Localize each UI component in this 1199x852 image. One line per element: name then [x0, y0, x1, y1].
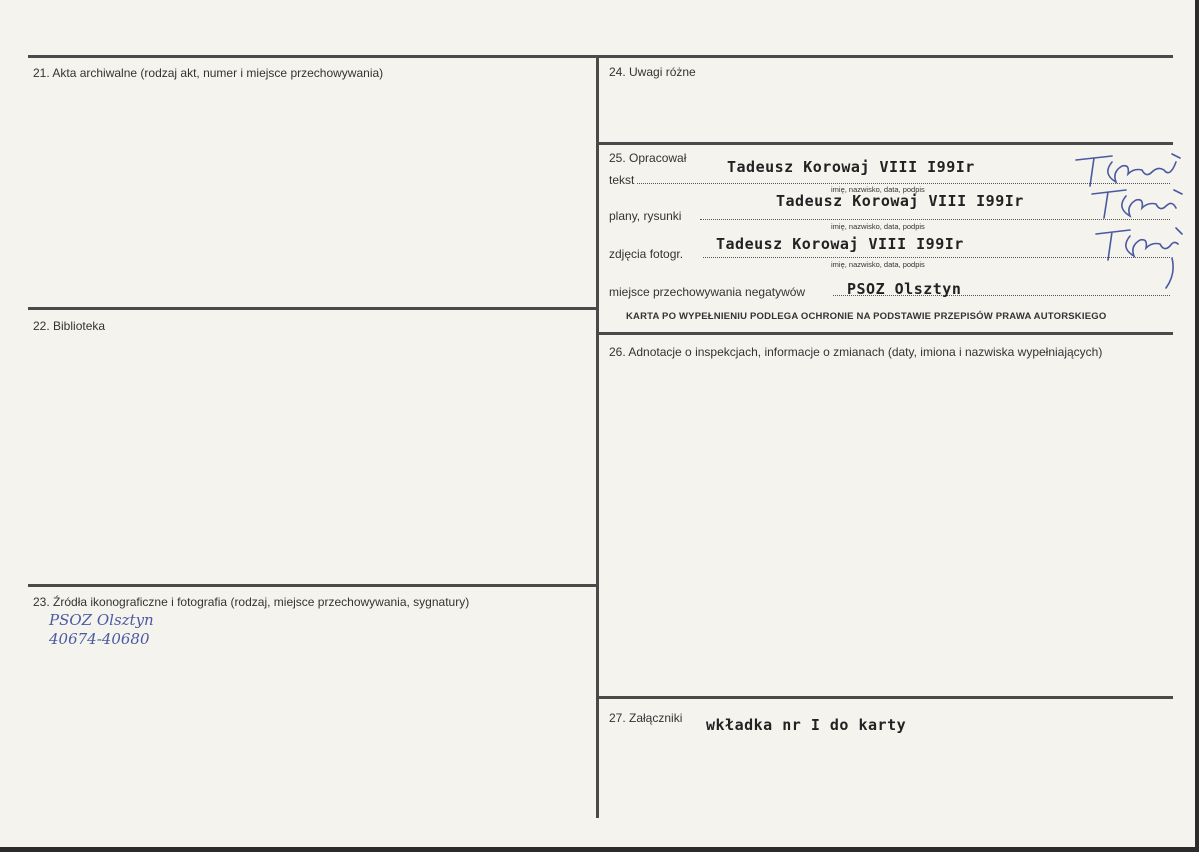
section-25-label: 25. Opracował — [609, 151, 687, 165]
plany-caption: imię, nazwisko, data, podpis — [831, 222, 925, 231]
rule-25-26 — [596, 332, 1173, 335]
plany-value: Tadeusz Korowaj VIII I99Ir — [776, 192, 1024, 210]
signature-zdjecia — [1092, 224, 1192, 290]
rule-26-27 — [596, 696, 1173, 699]
center-divider — [596, 55, 599, 818]
section-23-label: 23. Źródła ikonograficzne i fotografia (rodzaj, miejsce przechowywania, sygnatury) — [33, 595, 470, 609]
section-24-label: 24. Uwagi różne — [609, 65, 696, 79]
copyright-notice: KARTA PO WYPEŁNIENIU PODLEGA OCHRONIE NA PODSTAWIE PRZEPISÓW PRAWA AUTORSKIEGO — [626, 311, 1107, 322]
tekst-value: Tadeusz Korowaj VIII I99Ir — [727, 158, 975, 176]
rule-21-22 — [28, 307, 598, 310]
section-22-label: 22. Biblioteka — [33, 319, 106, 333]
section-21-label: 21. Akta archiwalne (rodzaj akt, numer i miejsce przechowywania) — [33, 66, 384, 80]
top-rule — [28, 55, 1173, 58]
handwritten-archive: PSOZ Olsztyn — [49, 611, 154, 629]
signature-plany — [1088, 186, 1188, 226]
zdjecia-caption: imię, nazwisko, data, podpis — [831, 260, 925, 269]
plany-label: plany, rysunki — [609, 209, 682, 223]
scan-edge-right — [1195, 0, 1199, 852]
zdjecia-value: Tadeusz Korowaj VIII I99Ir — [716, 235, 964, 253]
tekst-label: tekst — [609, 173, 635, 187]
section-27-label: 27. Załączniki — [609, 711, 683, 725]
negatywy-label: miejsce przechowywania negatywów — [609, 285, 806, 299]
rule-22-23 — [28, 584, 598, 587]
section-26-label: 26. Adnotacje o inspekcjach, informacje o zmianach (daty, imiona i nazwiska wypełniających) — [609, 345, 1103, 359]
negatywy-value: PSOZ Olsztyn — [847, 280, 962, 298]
tekst-caption: imię, nazwisko, data, podpis — [831, 185, 925, 194]
rule-24-25 — [596, 142, 1173, 145]
handwritten-signatures: 40674-40680 — [49, 630, 150, 648]
zdjecia-label: zdjęcia fotogr. — [609, 247, 684, 261]
scan-edge-bottom — [0, 847, 1199, 852]
section-27-value: wkładka nr I do karty — [706, 716, 907, 734]
